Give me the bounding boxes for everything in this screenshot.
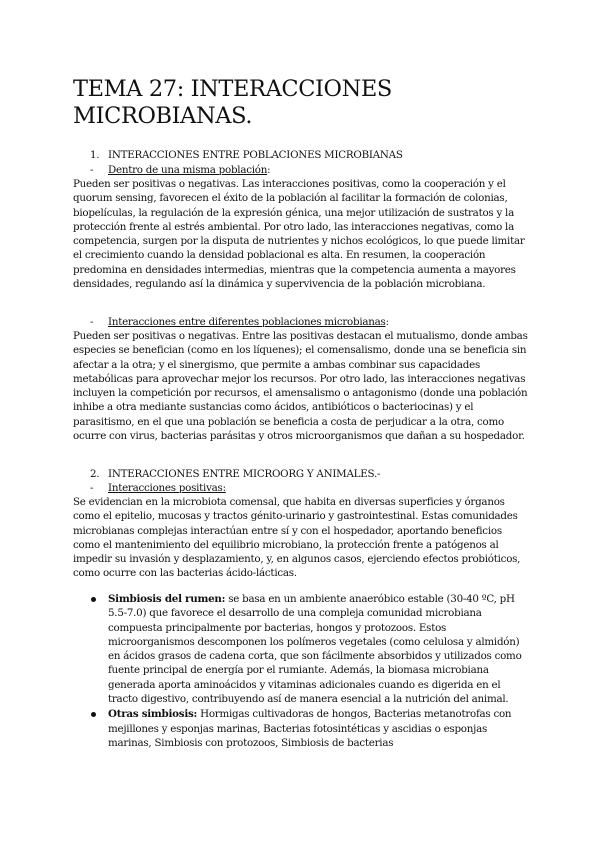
bullet-term: Otras simbiosis: (108, 708, 198, 721)
dash-marker: - (90, 482, 94, 494)
section-2-heading (90, 467, 510, 481)
bullet-text: se basa en un ambiente anaeróbico estable (30-40 ºC, pH 5.5-7.0) que favorece el desarrollo de una compleja comunidad microbiana compuesta principalmente por bacterias, hongos y protozoos. Estos microorganismos descomponen los polímeros vegetales (como celulosa y almidón) en ácidos grasos de cadena corta, que son fácilmente absorbidos y utilizados como fuente principal de energía por el rumiante. Además, la biomasa microbiana generada aporta aminoácidos y vitaminas adicionales cuando es digerida en el tracto digestivo, contribuyendo así de manera esencial a la nutrición del animal. (108, 593, 522, 706)
dash-marker: - (90, 164, 94, 176)
section-number: 2. (90, 468, 100, 480)
subsection-1-1-heading (90, 163, 510, 177)
bullet-term: Simbiosis del rumen: (108, 593, 226, 605)
subsection-title: Dentro de una misma población (108, 164, 268, 176)
subsection-title: Interacciones entre diferentes poblaciones microbianas (108, 316, 386, 328)
bullet-list (91, 592, 531, 751)
section-1-heading (90, 148, 510, 162)
list-item (91, 707, 531, 750)
subsection-1-2-heading (90, 315, 510, 329)
bullet-icon (91, 712, 96, 717)
section-title: INTERACCIONES ENTRE MICROORG Y ANIMALES.- (108, 468, 381, 480)
subsection-suffix: : (267, 164, 271, 176)
dash-marker: - (90, 316, 94, 328)
bullet-text: Hormigas cultivadoras de hongos, Bacterias metanotrofas con mejillones y esponjas marinas, Bacterias fotosintéticas y ascidias o esponjas marinas, Simbiosis con protozoos, Simbiosis de bacterias (108, 708, 512, 749)
paragraph: Pueden ser positivas o negativas. Las interacciones positivas, como la cooperación y el quorum sensing, favorecen el éxito de la población al facilitar la formación de colonias, biopelículas, la regulación de la expresión génica, una mejor utilización de sustratos y la protección frente al estrés ambiental. Por otro lado, las interacciones negativas, como la competencia, surgen por la disputa de nutrientes y nichos ecológicos, lo que puede limitar el crecimiento cuando la densidad poblacional es alta. En resumen, la cooperación predomina en densidades intermedias, mientras que la competencia aumenta a mayores densidades, regulando así la dinámica y supervivencia de la población microbiana. (73, 178, 525, 291)
paragraph: Se evidencian en la microbiota comensal, que habita en diversas superficies y órganos como el epitelio, mucosas y tractos génito-urinario y gastrointestinal. Estas comunidades microbianas complejas interactúan entre sí y con el hospedador, aportando beneficios como el mantenimiento del equilibrio microbiano, la protección frente a patógenos al impedir su invasión y desplazamiento, y, en algunos casos, ejerciendo efectos probióticos, como ocurre con las bacterias ácido-lácticas. (73, 496, 521, 580)
page-title: TEMA 27: INTERACCIONES MICROBIANAS. (73, 76, 392, 129)
bullet-icon (91, 597, 96, 602)
section-title: INTERACCIONES ENTRE POBLACIONES MICROBIANAS (108, 149, 403, 161)
subsection-title: Interacciones positivas: (108, 482, 226, 494)
list-item (91, 592, 531, 706)
section-number: 1. (90, 149, 100, 161)
paragraph: Pueden ser positivas o negativas. Entre las positivas destacan el mutualismo, donde ambas especies se benefician (como en los líquenes); el comensalismo, donde una se beneficia sin afectar a la otra; y el sinergismo, que permite a ambas combinar sus capacidades metabólicas para aprovechar mejor los recursos. Por otro lado, las interacciones negativas incluyen la competición por recursos, el amensalismo o antagonismo (donde una población inhibe a otra mediante sustancias como ácidos, antibióticos o bacteriocinas) y el parasitismo, en el que una población se beneficia a costa de perjudicar a la otra, como ocurre con virus, bacterias parásitas y otros microorganismos que dañan a su hospedador. (73, 330, 528, 443)
subsection-suffix: : (385, 316, 389, 328)
subsection-2-1-heading (90, 481, 510, 495)
